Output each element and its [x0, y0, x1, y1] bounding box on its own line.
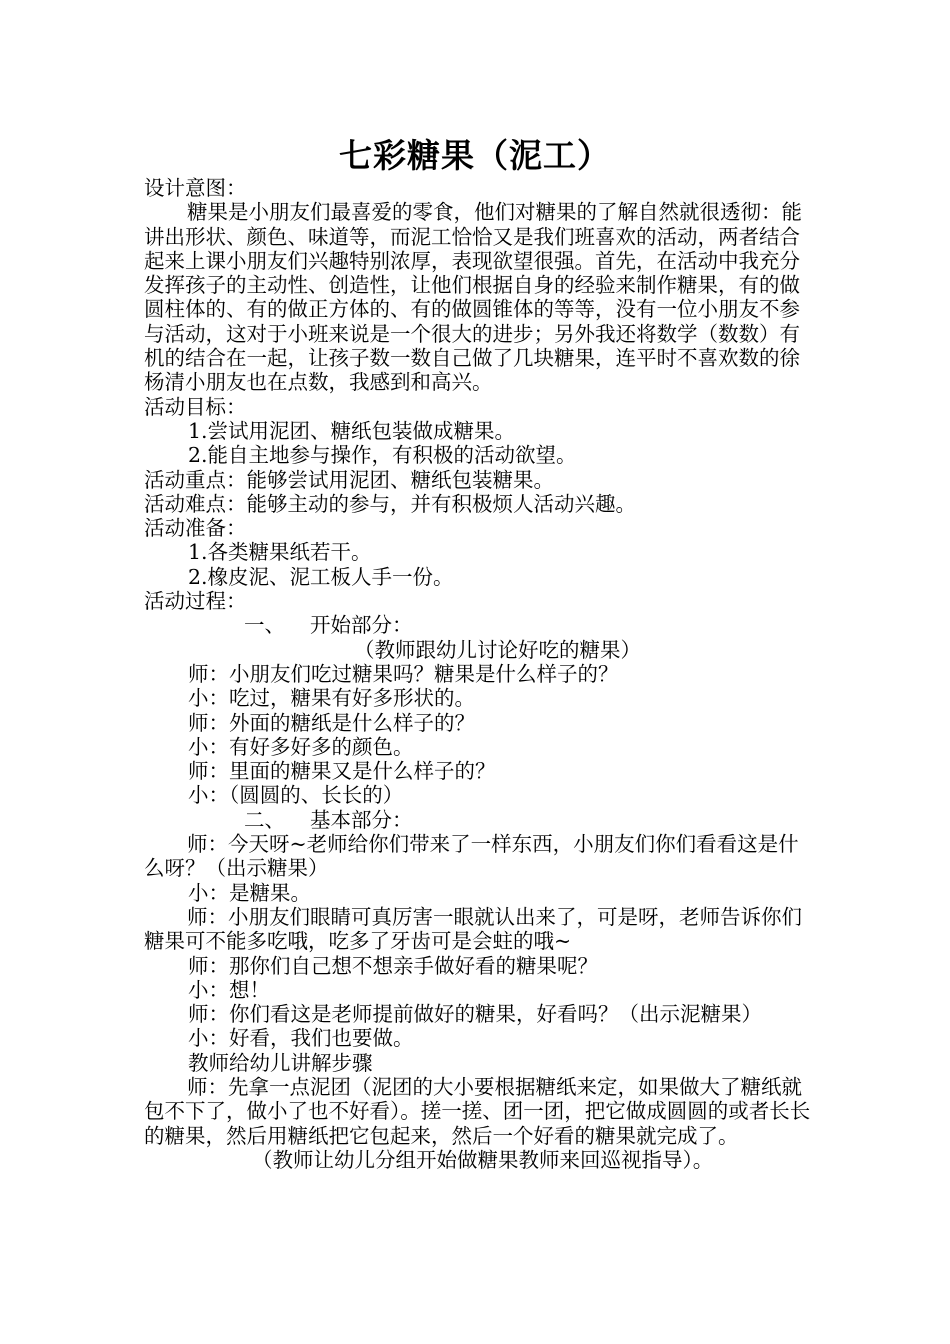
- section-number: 二、: [244, 807, 285, 832]
- dialogue-line: 师：你们看这是老师提前做好的糖果，好看吗？（出示泥糖果）: [188, 1002, 762, 1027]
- preparation-item: 1.各类糖果纸若干。: [188, 540, 372, 565]
- preparation-heading: 活动准备：: [144, 516, 247, 541]
- dialogue-line: 小：想！: [188, 977, 270, 1002]
- difficult-point: 活动难点：能够主动的参与，并有积极烦人活动兴趣。: [144, 491, 636, 516]
- dialogue-line: 小：（圆圆的、长长的）: [188, 783, 404, 808]
- goal-item: 2.能自主地参与操作，有积极的活动欲望。: [188, 443, 577, 468]
- dialogue-line: 师：小朋友们吃过糖果吗？糖果是什么样子的？: [188, 661, 619, 686]
- section-label: 开始部分：: [310, 613, 413, 638]
- design-intent-paragraph: 糖果是小朋友们最喜爱的零食，他们对糖果的了解自然就很透彻：能讲出形状、颜色、味道等，而泥工恰恰又是我们班喜欢的活动，两者结合起来上课小朋友们兴趣特别浓厚，表现欲望很强。首先，在活动中我充分发挥孩子的主动性、创造性，让他们根据自身的经验来制作糖果，有的做圆柱体的、有的做正方体的、有的做圆锥体的等等，没有一位小朋友不参与活动，这对于小班来说是一个很大的进步；另外我还将数学（数数）有机的结合在一起，让孩子数一数自己做了几块糖果，连平时不喜欢数的徐杨清小朋友也在点数，我感到和高兴。: [144, 200, 802, 395]
- goals-heading: 活动目标：: [144, 394, 247, 419]
- dialogue-line: 小：好看，我们也要做。: [188, 1026, 414, 1051]
- stage-note: （教师跟幼儿讨论好吃的糖果）: [354, 637, 641, 662]
- dialogue-line: 师：今天呀~老师给你们带来了一样东西，小朋友们你们看看这是什么呀？（出示糖果）: [144, 832, 799, 881]
- dialogue-line: 师：那你们自己想不想亲手做好看的糖果呢？: [188, 953, 598, 978]
- stage-note: （教师让幼儿分组开始做糖果教师来回巡视指导）。: [252, 1147, 714, 1172]
- section-label: 基本部分：: [310, 807, 413, 832]
- document-body: [144, 176, 812, 1172]
- dialogue-line: 小：吃过，糖果有好多形状的。: [188, 686, 475, 711]
- dialogue-line: 师：先拿一点泥团（泥团的大小要根据糖纸来定，如果做大了糖纸就包不下了，做小了也不好看）。搓一搓、团一团，把它做成圆圆的或者长长的糖果，然后用糖纸把它包起来，然后一个好看的糖果就完成了。: [144, 1074, 811, 1148]
- section-heading: [144, 613, 812, 637]
- dialogue-line: 小：有好多好多的颜色。: [188, 734, 414, 759]
- dialogue-line: 师：外面的糖纸是什么样子的？: [188, 710, 475, 735]
- document-title: 七彩糖果（泥工）: [339, 136, 611, 175]
- dialogue-line: 小：是糖果。: [188, 880, 311, 905]
- section-number: 一、: [244, 613, 285, 638]
- dialogue-line: 教师给幼儿讲解步骤: [188, 1050, 373, 1075]
- design-intent-heading: 设计意图：: [144, 176, 247, 200]
- dialogue-line: 师：小朋友们眼睛可真厉害一眼就认出来了，可是呀，老师告诉你们糖果可不能多吃哦，吃多了牙齿可是会蛀的哦~: [144, 904, 802, 954]
- goal-item: 1.尝试用泥团、糖纸包装做成糖果。: [188, 418, 516, 443]
- process-heading: 活动过程：: [144, 589, 247, 614]
- section-heading: [144, 808, 812, 832]
- dialogue-line: 师：里面的糖果又是什么样子的？: [188, 759, 496, 784]
- preparation-item: 2.橡皮泥、泥工板人手一份。: [188, 564, 454, 589]
- key-point: 活动重点：能够尝试用泥团、糖纸包装糖果。: [144, 467, 554, 492]
